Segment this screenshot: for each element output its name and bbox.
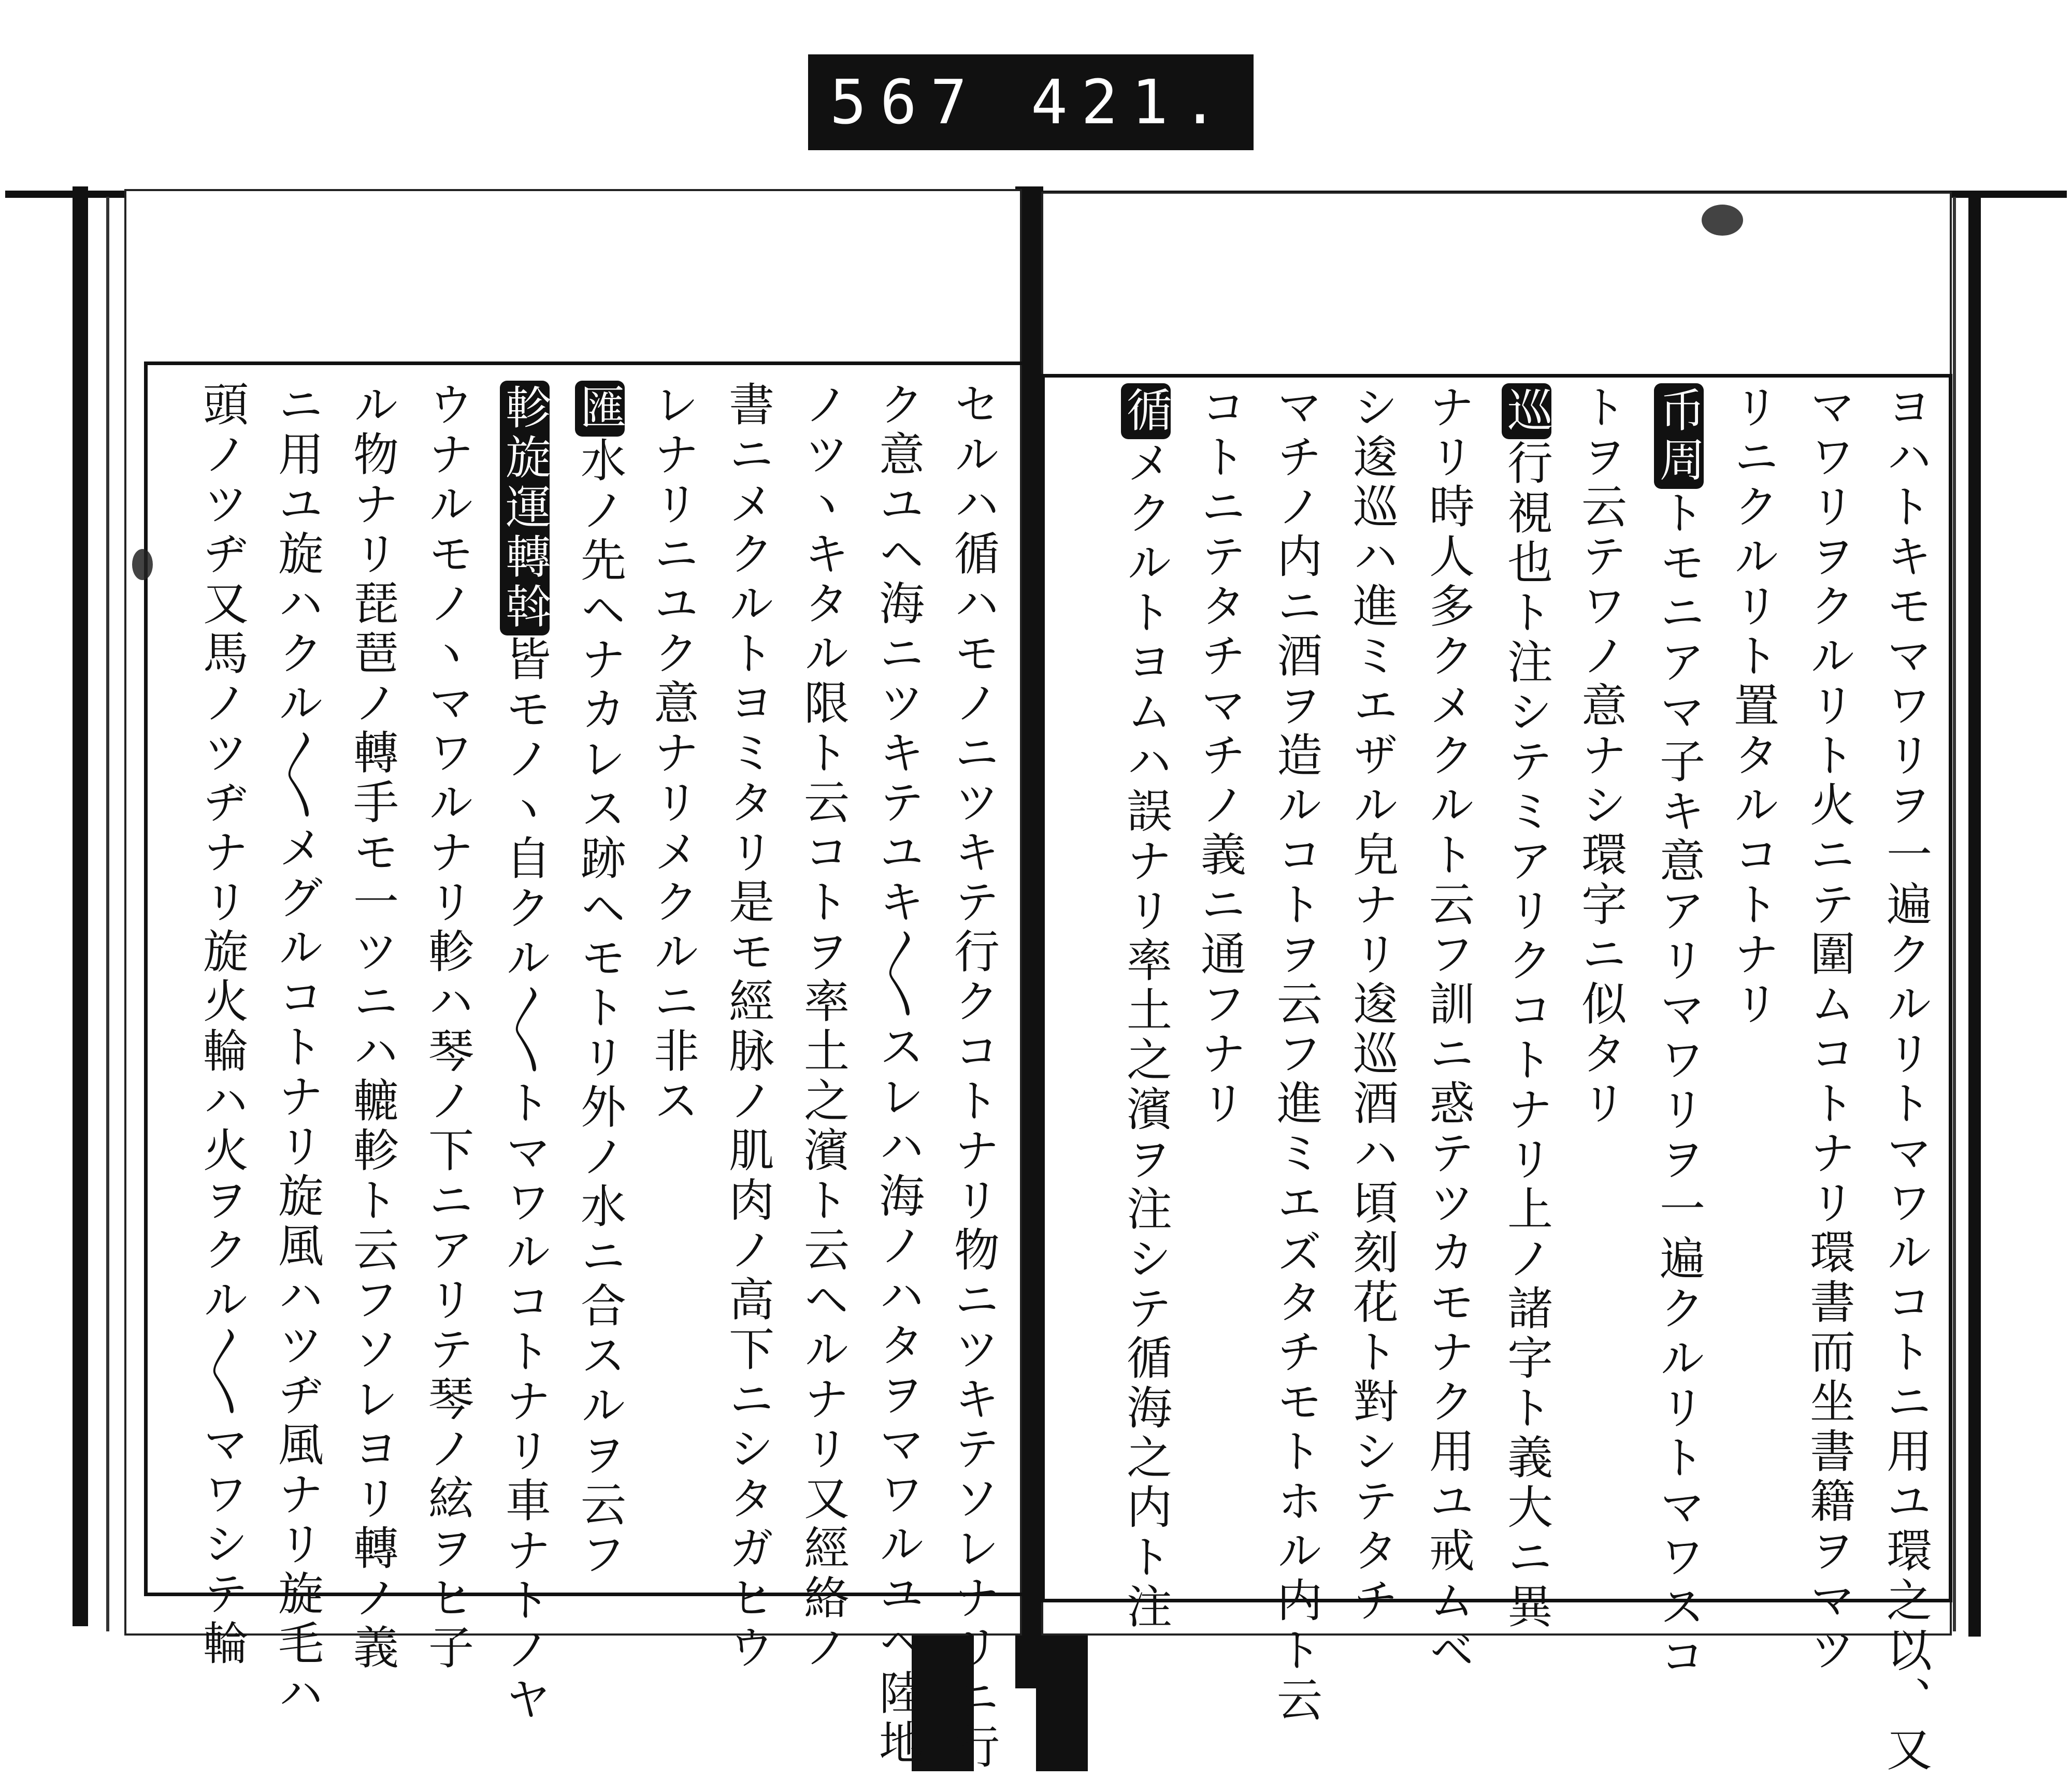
entry-heading: 循 [1121,383,1171,439]
text-column [1502,383,1551,1632]
text-column: ヨハトキモマワリヲ一遍クルリトマワルコトニ用ユ環之以、又 [1879,383,1933,1775]
text-column: リニクルリト置タルコトナリ [1726,383,1780,1030]
entry-text: メクルトヨムハ誤ナリ率土之濱ヲ注シテ循海之内ト注 [1119,439,1173,1632]
text-column [500,381,550,1725]
right-page-text [1054,383,1940,1775]
text-column: ク意ユヘ海ニツキテユキ〳〵スレハ海ノハタヲマワルユヘ陸地 [872,381,925,1769]
text-column [575,381,625,1580]
entry-text: 水ノ先ヘナカレス跡ヘモトリ外ノ水ニ合スルヲ云フ [573,437,627,1580]
spine-bottom-right [1036,1631,1088,1771]
entry-heading: 币周 [1654,383,1704,489]
catalog-number-label: 567 421. [808,54,1254,150]
text-column: ニ用ユ旋ハクル〳〵メグルコトナリ旋風ハツヂ風ナリ旋毛ハ [271,381,324,1719]
text-column: セルハ循ハモノニツキテ行クコトナリ物ニツキテソレナリニ行 [947,381,1000,1773]
text-column: ノツヽキタル限ト云コトヲ率土之濱ト云ヘルナリ又經絡ノ [797,381,850,1673]
entry-text: 行視也ト注シテミアリクコトナリ上ノ諸字ト義大ニ異 [1500,439,1553,1632]
text-column: 書ニメクルトヨミタリ是モ經脉ノ肌肉ノ高下ニシタガヒウ [722,381,775,1673]
page-edge-left [106,197,109,1631]
text-column: ウナルモノヽマワルナリ軫ハ琴ノ下ニアリテ琴ノ絃ヲヒ子 [421,381,474,1673]
entry-heading: 巡 [1502,383,1551,439]
entry-heading: 匯 [575,381,625,437]
text-column: ナリ時人多クメクルト云フ訓ニ惑テツカモナク用ユ戒ムベ [1422,383,1475,1676]
text-column: トヲ云テワノ意ナシ環字ニ似タリ [1574,383,1628,1129]
page-edge-right [1953,197,1956,1631]
text-column: マワリヲクルリト火ニテ圍ムコトナリ環書而坐書籍ヲマツ [1803,383,1856,1676]
right-binding-edge [1968,192,1981,1637]
left-page-text [155,381,1010,1773]
text-column: 頭ノツヂ又馬ノツヂナリ旋火輪ハ火ヲクル〳〵マワシテ輪 [196,381,249,1669]
text-column [1121,383,1171,1632]
text-column: ル物ナリ琵琶ノ轉手モ一ツニハ轆軫ト云フソレヨリ轉ノ義 [346,381,399,1673]
entry-text: トモニアマ子キ意アリマワリヲ一遍クルリトマワスコ [1652,489,1706,1682]
text-column: シ逡巡ハ進ミエザル皃ナリ逡巡酒ハ頃刻花ト對シテタチ [1346,383,1399,1626]
left-binding-edge [73,186,88,1626]
text-column: レナリニユク意ナリメクルニ非ス [646,381,700,1126]
entry-text: 皆モノヽ自クル〳〵トマワルコトナリ車ナトノヤ [498,635,552,1725]
ink-stain [1702,205,1743,236]
ink-stain [132,549,153,580]
text-column [1654,383,1704,1682]
text-column: マチノ内ニ酒ヲ造ルコトヲ云フ進ミエズタチモトホル内ト云 [1270,383,1323,1726]
entry-heading: 軫旋運轉斡 [500,381,550,635]
text-column: コトニテタチマチノ義ニ通フナリ [1193,383,1247,1129]
